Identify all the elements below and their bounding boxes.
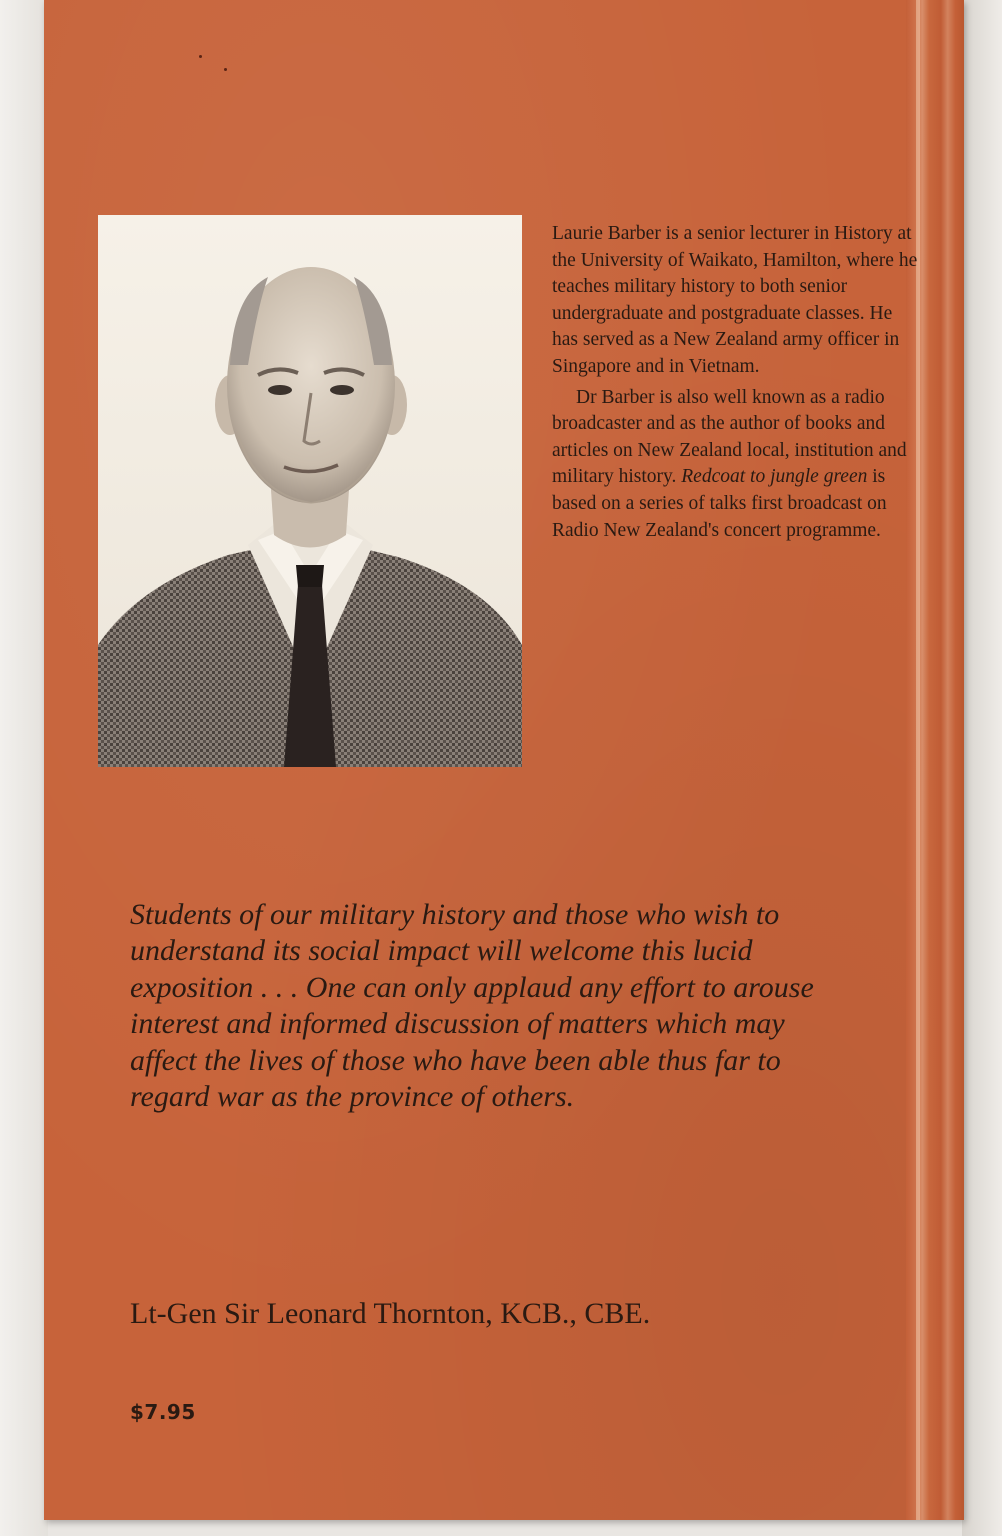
backdrop-right	[962, 0, 1002, 1536]
book-back-cover	[44, 0, 964, 1520]
cover-speck	[199, 55, 202, 58]
price-label: $7.95	[130, 1400, 196, 1424]
bio-paragraph-2	[552, 385, 922, 545]
quote-attribution: Lt-Gen Sir Leonard Thornton, KCB., CBE.	[130, 1297, 651, 1330]
review-quote: Students of our military history and those who wish to understand its social impact will welcome this lucid exposition . . . One can only applaud any effort to arouse interest and informed discussion of matters which may affect the lives of those who have been able thus far to regard war as the province of others.	[130, 898, 814, 1114]
cover-speck	[224, 68, 227, 71]
author-portrait-icon	[98, 215, 522, 767]
bio-paragraph-1: Laurie Barber is a senior lecturer in History at the University of Waikato, Hamilton, where he teaches military history to both senior undergraduate and postgraduate classes. He has served as a New Zealand army officer in Singapore and in Vietnam.	[552, 223, 918, 377]
backdrop-left	[0, 0, 48, 1536]
author-bio	[552, 221, 922, 544]
bio-paragraph-2-start: Dr Barber is also well known as a radio broadcaster and as the author of books and articles on New Zealand local, institution and military history.	[552, 386, 907, 488]
bio-paragraph-2-end: is based on a series of talks first broadcast on Radio New Zealand's concert programme.	[552, 466, 887, 541]
bio-book-title: Redcoat to jungle green	[681, 466, 868, 488]
author-portrait-photo	[98, 215, 522, 767]
